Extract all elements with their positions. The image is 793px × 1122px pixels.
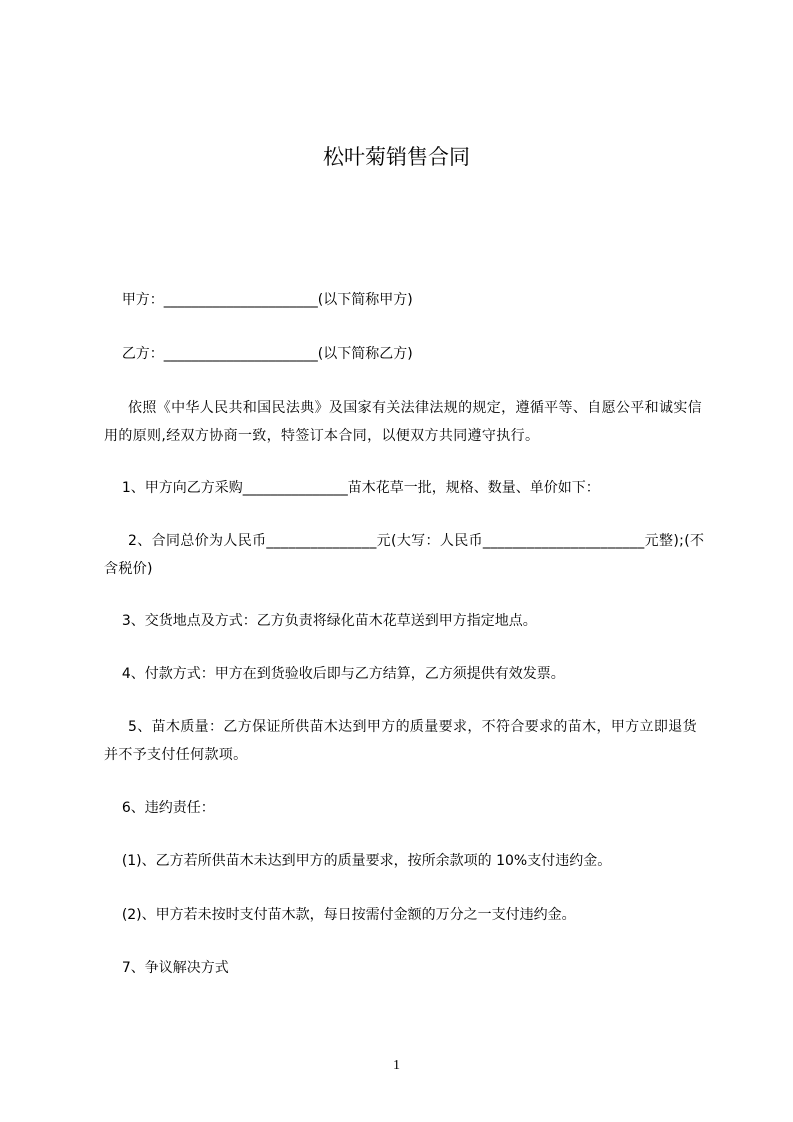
preamble-paragraph: 依照《中华人民共和国民法典》及国家有关法律法规的规定，遵循平等、自愿公平和诚实信用的原则,经双方协商一致，特签订本合同，以便双方共同遵守执行。	[104, 400, 703, 444]
page-number: 1	[393, 1058, 400, 1073]
party-a-line: 甲方：______________________(以下简称甲方)	[104, 292, 413, 308]
clause-7: 7、争议解决方式	[104, 960, 229, 976]
clause-6: 6、违约责任：	[104, 800, 215, 816]
party-b-line: 乙方：______________________(以下简称乙方)	[104, 346, 413, 362]
clause-1: 1、甲方向乙方采购_______________苗木花草一批，规格、数量、单价如下：	[104, 480, 600, 496]
clause-4: 4、付款方式：甲方在到货验收后即与乙方结算，乙方须提供有效发票。	[104, 666, 565, 682]
clause-3: 3、交货地点及方式：乙方负责将绿化苗木花草送到甲方指定地点。	[104, 613, 537, 629]
clause-2: 2、合同总价为人民币_______________元(大写：人民币______________________元整);(不含税价)	[104, 533, 705, 577]
clause-6-item-1: (1)、乙方若所供苗木未达到甲方的质量要求，按所余款项的 10%支付违约金。	[104, 853, 612, 869]
document-title: 松叶菊销售合同	[323, 145, 470, 169]
clause-5: 5、苗木质量：乙方保证所供苗木达到甲方的质量要求，不符合要求的苗木，甲方立即退货并不予支付任何款项。	[104, 719, 697, 763]
clause-6-item-2: (2)、甲方若未按时支付苗木款，每日按需付金额的万分之一支付违约金。	[104, 907, 576, 923]
